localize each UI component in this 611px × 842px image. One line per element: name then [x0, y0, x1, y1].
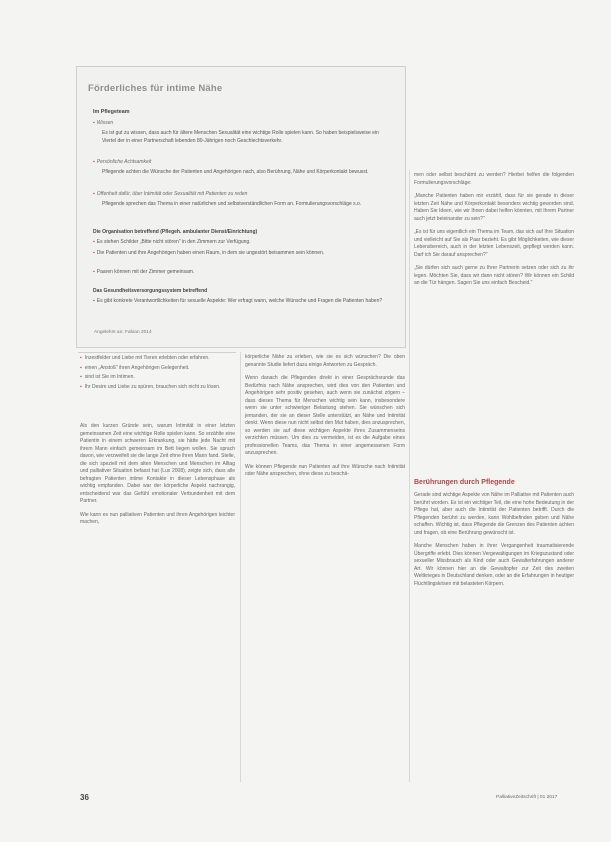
paragraph: Wenn danach die Pflegenden direkt in einer Gesprächsrunde das Bedürfnis nach Nähe ansprechen, wird dies von den Patienten und Angehörigen sehr positiv gesehen, auch wenn sie zunächst zögern – dass dieses Thema für Menschen wichtig sein kann, insbesondere wenn sie unter schwieriger Belastung stehen. Sie wünschen sich jemanden, der sie an dieser Stelle unterstützt, an Nähe und Intimität denkt. Wenn diese nun nicht selbst den Mut haben, dies anzusprechen, so werden sie auf diese wichtigen Aspekte ihres Zusammenseins verzichten müssen. Um dies zu vermeiden, ist es die Aufgabe eines professionellen Teams, das Thema in einer angemessenen Form anzusprechen. [245, 375, 405, 456]
paragraph: körperliche Nähe zu erleben, wie sie es sich wünschen? Die oben genannte Studie liefert dazu einige Antworten zu Gespräch. [245, 354, 405, 368]
column-divider [240, 352, 241, 782]
bullet-dot: ▪ [93, 159, 95, 165]
list-item [93, 298, 393, 306]
list-item-text: einen „Anstoß" ihren Angehörigen Gelegenheit. [84, 364, 190, 371]
list-item-text: sind ist Sie im Intimen. [84, 374, 135, 380]
list-item [80, 355, 235, 363]
list-item-text: Es gibt konkrete Verantwortlichkeiten für sexuelle Aspekte: Wer erfragt wann, welche Wünsche und Fragen die Patienten haben? [96, 298, 383, 304]
left-bullet-list [80, 355, 235, 393]
list-item-text: Die Patienten und ihre Angehörigen haben einen Raum, in dem sie ungestört beisammen sein können. [96, 250, 325, 256]
right-column-top [414, 172, 574, 294]
bullet-dot: ▪ [80, 374, 82, 380]
section-heading-organisation: Die Organisation betreffend (Pflegeh. ambulanter Dienst/Einrichtung) [93, 229, 258, 235]
section-heading-gesundheit: Das Gesundheitsversorgungssystem betreffend [93, 288, 208, 294]
bullet-dot: ▪ [93, 239, 95, 245]
bullet-wissen [93, 120, 393, 128]
bullet-achtsamkeit [93, 159, 393, 167]
list-item-text: Inzestfelder und Liebe mit Tieren erlebten oder erfahren. [84, 355, 210, 361]
list-item-text: Es stehen Schilder „Bitte nicht stören" in den Zimmern zur Verfügung. [96, 239, 251, 245]
paragraph: Gerade sind wichtige Aspekte von Nähe im Palliative mit Patienten auch berührt worden. Es ist ein wichtiger Teil, die eine hohe Bedeutung in der Pflege hat, aber auch die Intimität der Patienten betrifft. Durch die Pflegenden berührt zu werden, kann Wohlbefinden geben und Nähe schaffen. Wichtig ist, dass Pflegende die Grenzen des Patienten achten und fragen, ob eine Berührung gewünscht ist. [414, 492, 574, 536]
section-heading-team: Im Pflegeteam [93, 109, 130, 115]
list-item-text: Ihr Desire und Liebe zu spüren, brauchen sich nicht zu lösen. [84, 383, 221, 390]
bullet-dot: ▪ [93, 120, 95, 126]
paragraph: men oder selbst beschämt zu werden? Hierbei helfen die folgenden Formulierungsvorschläge: [414, 172, 574, 186]
list-item-text: Paaren können mit der Zimmer gemeinsam. [96, 269, 195, 275]
paragraph: „Es ist für uns eigentlich ein Thema im Team, das sich auf Ihre Situation und vielleicht auf Sie als Paar bezieht. Es gibt Möglichkeiten, wie dieser Lebensbereich, auch in der letzten Lebenszeit, gepflegt werden kann. Darf ich Sie darauf ansprechen?" [414, 229, 574, 258]
bullet-text: Es ist gut zu wissen, dass auch für ältere Menschen Sexualität eine wichtige Rolle spielen kann. So haben beispielsweise ein Viertel der in einer Partnerschaft lebenden 80-Jährigen noch Geschlechtsverkehr. [102, 130, 379, 144]
bullet-text: Pflegende sprechen das Thema in einer natürlichen und selbstverständlichen Form an. Formulierungsvorschläge s.o. [102, 201, 362, 207]
bullet-dot: ▪ [93, 269, 95, 275]
bullet-title: Persönliche Achtsamkeit [96, 159, 152, 165]
middle-column [245, 354, 405, 485]
list-item [80, 374, 235, 382]
paragraph: Als den kurzen Gründe sein, warum Intimität in einer letzten gemeinsamen Zeit eine wichtige Rolle spielen kann. So erzählte eine Patientin in einem schweren Erkrankung, sie hätte jede Nacht mit ihrem Mann einfach gemeinsam im Bett liegen wollen. Sie sprach davon, wie verzweifelt sie die lange Zeit ohne ihren Mann fand. Stelle, die sich speziell mit dem alten Menschen und Menschen im Alltag und palliativer Situation befasst hat (Lux 2008), zeigte sich, dass alle befragten Patienten intime Kontakte in dieser Lebensphase als wichtig empfanden. Dabei war der körperliche Aspekt nachrangig, entscheidend war das Gefühl emotionaler Verbundenheit mit dem Partner. [80, 423, 235, 504]
left-column [80, 423, 235, 533]
bullet-dot: ▪ [93, 191, 95, 197]
list-item [80, 384, 235, 392]
right-column-bottom [414, 492, 574, 594]
citation: Angelehnt an: Fabian 2014 [94, 330, 152, 335]
bullet-offenheit [93, 191, 398, 199]
bullet-dot: ▪ [93, 250, 95, 256]
bullet-dot: ▪ [80, 383, 82, 390]
left-col-rule [78, 352, 236, 353]
list-item [80, 365, 235, 373]
bullet-title: Wissen [96, 120, 114, 126]
bullet-dot: ▪ [80, 355, 82, 361]
paragraph: „Sie dürfen sich auch gerne zu Ihrer Partnerin setzen oder sich zu ihr legen. Möchten Sie, dass wir dann nicht stören? Wir können ein Schild an die Tür hängen. Sagen Sie uns einfach Bescheid." [414, 265, 574, 286]
paragraph: Wie können Pflegende nun Patienten auf ihre Wünsche nach Intimität oder Nähe ansprechen, ohne diese zu beschä- [245, 463, 405, 477]
column-divider [409, 170, 410, 782]
subheading: Berührungen durch Pflegende [414, 479, 515, 486]
page-number: 36 [80, 793, 89, 802]
paragraph: Manche Menschen haben in ihrer Vergangenheit traumatisierende Übergriffe erlebt. Dies können Vergewaltigungen im Kriegszustand oder sexueller Missbrauch als Kind oder auch Gewalterfahrungen anderer Art. Wir können hier an die Gewaltopfer zur Zeit des zweiten Weltkrieges in Deutschland denken, oder an die Erfahrungen in heutiger Flüchtlingskrisen mit belasteten Körpern. [414, 543, 574, 587]
journal-name: PalliativeZeitschrift | 01 2017 [496, 795, 558, 800]
list-item [93, 239, 393, 247]
box-title: Förderliches für intime Nähe [88, 83, 223, 94]
paragraph: „Manche Patienten haben mir erzählt, dass für sie gerade in dieser letzten Zeit Nähe und Körperkontakt besonders wichtig geworden sind. Haben Sie Ideen, wie wir Ihnen dabei helfen könnten, mit Ihrem Partner auch jetzt beieinander zu sein?" [414, 193, 574, 222]
paragraph: Wie kann es nun palliativen Patienten und ihren Angehörigen leichter machen, [80, 511, 235, 525]
bullet-dot: ▪ [80, 364, 82, 371]
bullet-text: Pflegende achten die Wünsche der Patienten und Angehörigen nach, also Berührung, Nähe und Körperkontakt bewusst. [102, 169, 369, 175]
bullet-dot: ▪ [93, 298, 95, 304]
bullet-title: Offenheit dafür, über Intimität oder Sexualität mit Patienten zu reden [96, 191, 248, 197]
list-item [93, 269, 393, 277]
list-item [93, 250, 393, 258]
